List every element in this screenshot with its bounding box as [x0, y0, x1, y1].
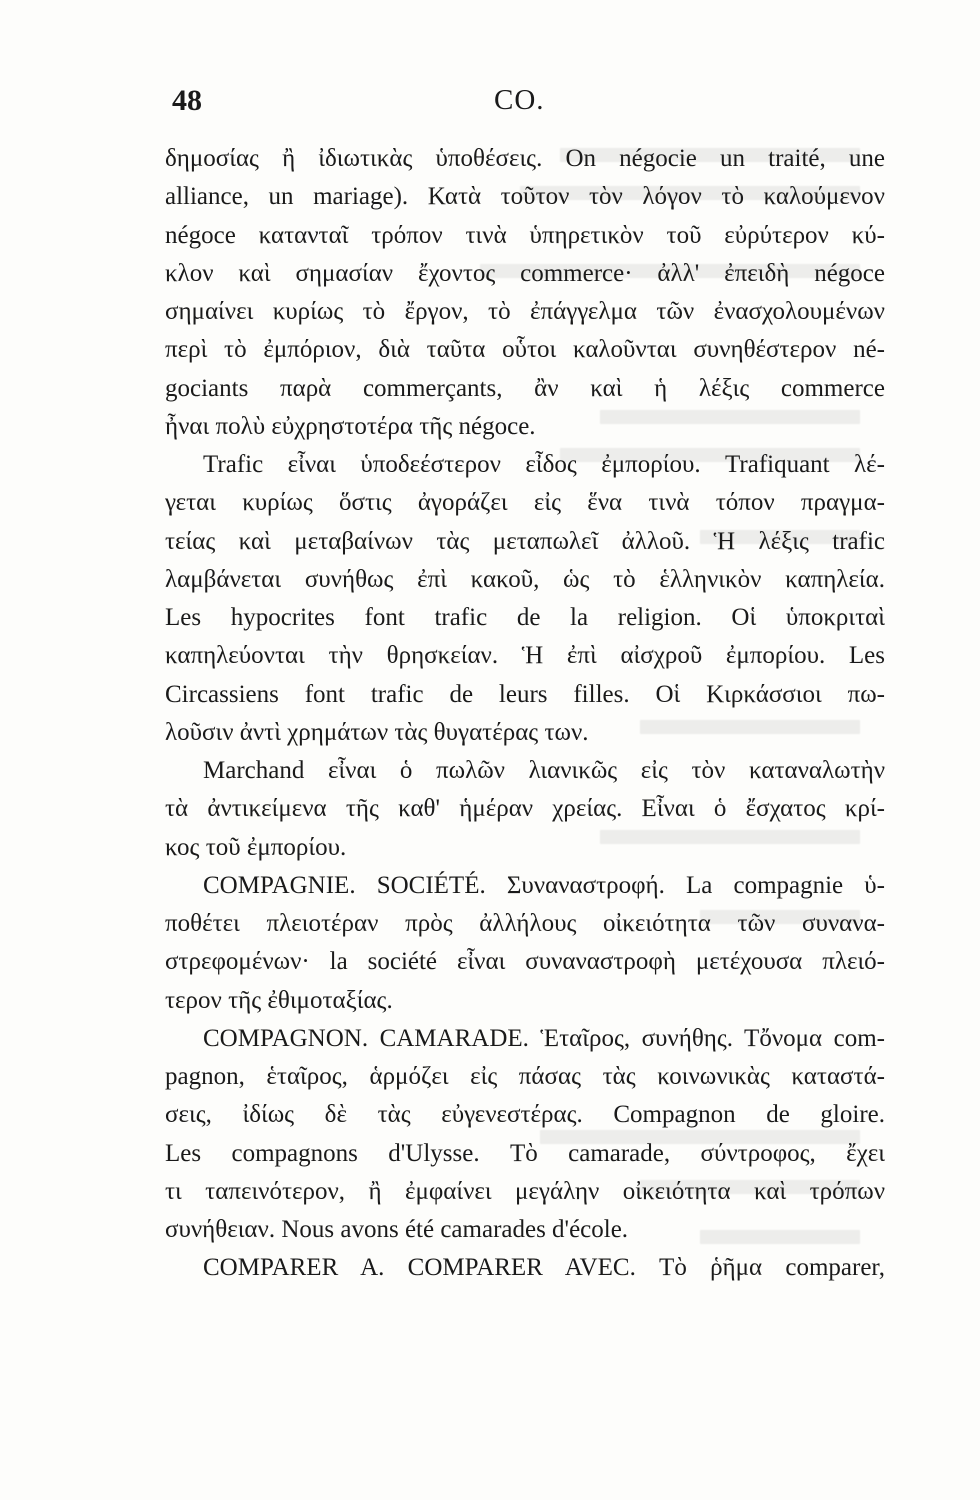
text-line: τείας καὶ μεταβαίνων τὰς μεταπωλεῖ ἀλλοῦ. Ἡ λέξις trafic — [165, 527, 885, 555]
text-line: τερον τῆς ἐθιμοταξίας. — [165, 986, 393, 1014]
page-header — [0, 78, 980, 128]
text-line: τὰ ἀντικείμενα τῆς καθ' ἡμέραν χρείας. Εἶναι ὁ ἔσχατος κρί- — [165, 795, 885, 823]
text-line: στρεφομένων· la société εἶναι συναναστροφὴ μετέχουσα πλειό- — [165, 948, 885, 976]
text-line: Marchand εἶναι ὁ πωλῶν λιανικῶς εἰς τὸν καταναλωτὴν — [203, 757, 885, 784]
text-line: κος τοῦ ἐμπορίου. — [165, 833, 347, 861]
text-line: Les hypocrites font trafic de la religion. Οἱ ὑποκριταὶ — [165, 604, 885, 631]
text-line: Trafic εἶναι ὑποδεέστερον εἶδος ἐμπορίου. Trafiquant λέ- — [203, 451, 885, 478]
text-line: Les compagnons d'Ulysse. Τὸ camarade, σύντροφος, ἔχει — [165, 1139, 885, 1167]
text-line: ἦναι πολὺ εὐχρηστοτέρα τῆς négoce. — [165, 412, 536, 440]
text-line: συνήθειαν. Nous avons été camarades d'école. — [165, 1216, 629, 1243]
text-line: γεται κυρίως ὅστις ἀγοράζει εἰς ἕνα τινὰ τόπον πραγμα- — [165, 489, 885, 517]
text-line: κλον καὶ σημασίαν ἔχοντος commerce· ἀλλ' ἐπειδὴ négoce — [165, 259, 885, 287]
text-line: τι ταπεινότερον, ἢ ἐμφαίνει μεγάλην οἰκειότητα καὶ τρόπων — [165, 1177, 885, 1205]
text-line: λαμβάνεται συνήθως ἐπὶ κακοῦ, ὡς τὸ ἑλληνικὸν καπηλεία. — [165, 565, 885, 593]
text-line: gociants παρὰ commerçants, ἂν καὶ ἡ λέξις commerce — [165, 374, 885, 402]
body-text — [165, 140, 885, 1288]
text-line: δημοσίας ἢ ἰδιωτικὰς ὑποθέσεις. On négocie un traité, une — [165, 145, 885, 172]
text-line: COMPAGNIE. SOCIÉTÉ. Συναναστροφή. La compagnie ὑ- — [203, 871, 885, 899]
text-line: σημαίνει κυρίως τὸ ἔργον, τὸ ἐπάγγελμα τῶν ἐνασχολουμένων — [165, 298, 885, 325]
text-line: λοῦσιν ἀντὶ χρημάτων τὰς θυγατέρας των. — [165, 718, 589, 746]
text-line: pagnon, ἑταῖρος, ἁρμόζει εἰς πάσας τὰς κοινωνικὰς καταστά- — [165, 1063, 885, 1090]
text-line: COMPARER A. COMPARER AVEC. Τὸ ῥῆμα comparer, — [203, 1254, 885, 1282]
text-line: alliance, un mariage). Κατὰ τοῦτον τὸν λόγον τὸ καλούμενον — [165, 183, 885, 211]
running-head: CO. — [494, 84, 545, 116]
text-line: περὶ τὸ ἐμπόριον, διὰ ταῦτα οὗτοι καλοῦνται συνηθέστερον né- — [165, 336, 885, 364]
text-line: σεις, ἰδίως δὲ τὰς εὐγενεστέρας. Compagnon de gloire. — [165, 1101, 885, 1129]
text-line: négoce κατανταῖ τρόπον τινὰ ὑπηρετικὸν τοῦ εὐρύτερον κύ- — [165, 221, 885, 249]
text-line: καπηλεύονται τὴν θρησκείαν. Ἡ ἐπὶ αἰσχροῦ ἐμπορίου. Les — [165, 642, 885, 670]
page-number: 48 — [172, 84, 202, 117]
text-line: Circassiens font trafic de leurs filles. Οἱ Κιρκάσσιοι πω- — [165, 680, 885, 708]
text-line: COMPAGNON. CAMARADE. Ἑταῖρος, συνήθης. Τὄνομα com- — [203, 1024, 885, 1052]
text-line: ποθέτει πλειοτέραν πρὸς ἀλλήλους οἰκειότητα τῶν συνανα- — [165, 910, 885, 937]
